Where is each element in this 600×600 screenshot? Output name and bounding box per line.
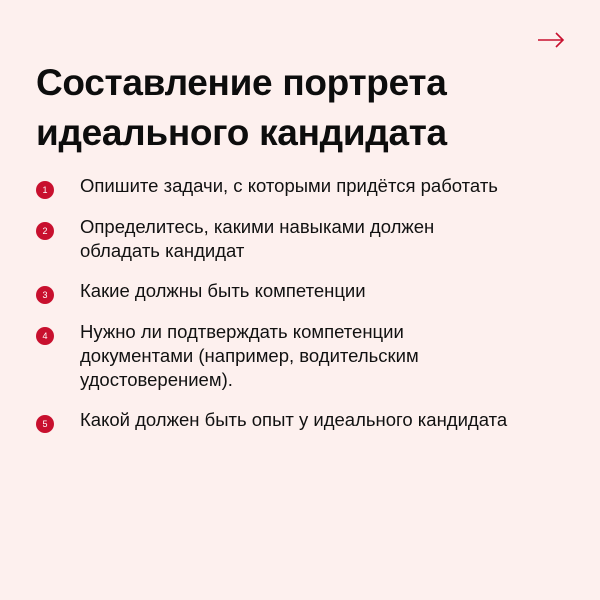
step-number-badge: 3 xyxy=(36,286,54,304)
step-number-badge: 1 xyxy=(36,181,54,199)
step-number-badge: 5 xyxy=(36,415,54,433)
step-text: Какие должны быть компетенции xyxy=(80,280,366,301)
list-item xyxy=(36,320,576,392)
step-number-badge: 2 xyxy=(36,222,54,240)
step-text: Опишите задачи, с которыми придётся работать xyxy=(80,175,498,196)
list-item xyxy=(36,279,576,304)
list-item xyxy=(36,174,576,199)
page-title: Составление портрета идеального кандидата xyxy=(36,62,447,153)
step-number-badge: 4 xyxy=(36,327,54,345)
step-text: Какой должен быть опыт у идеального кандидата xyxy=(80,409,508,430)
step-text: Нужно ли подтверждать компетенции документами (например, водительским удостоверением). xyxy=(80,321,419,390)
list-item xyxy=(36,408,576,433)
list-item xyxy=(36,215,576,263)
steps-list xyxy=(36,174,576,449)
step-text: Определитесь, какими навыками должен обладать кандидат xyxy=(80,216,435,261)
arrow-right-icon[interactable] xyxy=(536,30,566,50)
